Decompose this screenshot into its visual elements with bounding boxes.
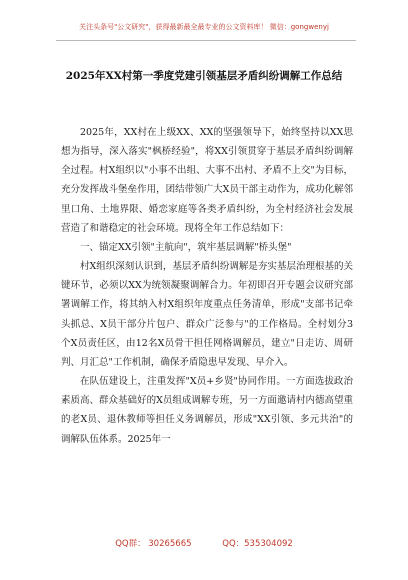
intro-paragraph: 2025年，XX村在上级XX、XX的坚强领导下，始终坚持以XX思想为指导，深入落实"枫桥经验"，将XX引领贯穿于基层矛盾纠纷调解全过程。村X组织以"小事不出组、大事不出村、矛盾不上交"为目标，充分发挥战斗堡垒作用，团结带领广大X员干部主动作为，成功化解邻里口角、土地界限、婚恋家庭等各类矛盾纠纷，为全村经济社会发展营造了和谐稳定的社会环境。现将全年工作总结如下： xyxy=(61,127,353,234)
header-divider xyxy=(56,40,356,41)
document-title: 2025年XX村第一季度党建引领基层矛盾纠纷调解工作总结 xyxy=(65,70,343,82)
document-body xyxy=(61,123,353,449)
footer-qq-number: QQ：535304092 xyxy=(222,539,293,549)
footer-qq-group: QQ群： 30265665 xyxy=(115,539,192,549)
body-paragraph: 在队伍建设上，注重发挥"X员+乡贤"协同作用。一方面选拔政治素质高、群众基础好的X员组成调解专班，另一方面邀请村内德高望重的老X员、退休教师等担任义务调解员，形成"XX引领、多元共治"的调解队伍体系。2025年一 xyxy=(61,376,353,445)
section-heading-1: 一、锚定XX引领"主航向"，筑牢基层调解"桥头堡" xyxy=(80,241,292,253)
body-paragraph: 村X组织深刻认识到，基层矛盾纠纷调解是夯实基层治理根基的关键环节，必须以XX为统领凝聚调解合力。年初即召开专题会议研究部署调解工作，将其纳入村X组织年度重点任务清单，形成"支部书记牵头抓总、X员干部分片包户、群众广泛参与"的工作格局。全村划分3个X员责任区，由12名X员骨干担任网格调解员，建立"日走访、周研判、月汇总"工作机制，确保矛盾隐患早发现、早介入。 xyxy=(61,261,353,368)
header-promo-text: 关注头条号"公文研究"，获得最新最全最专业的公文资料库！ 微信：gongwenyj xyxy=(79,23,329,31)
footer-contact xyxy=(0,537,408,549)
